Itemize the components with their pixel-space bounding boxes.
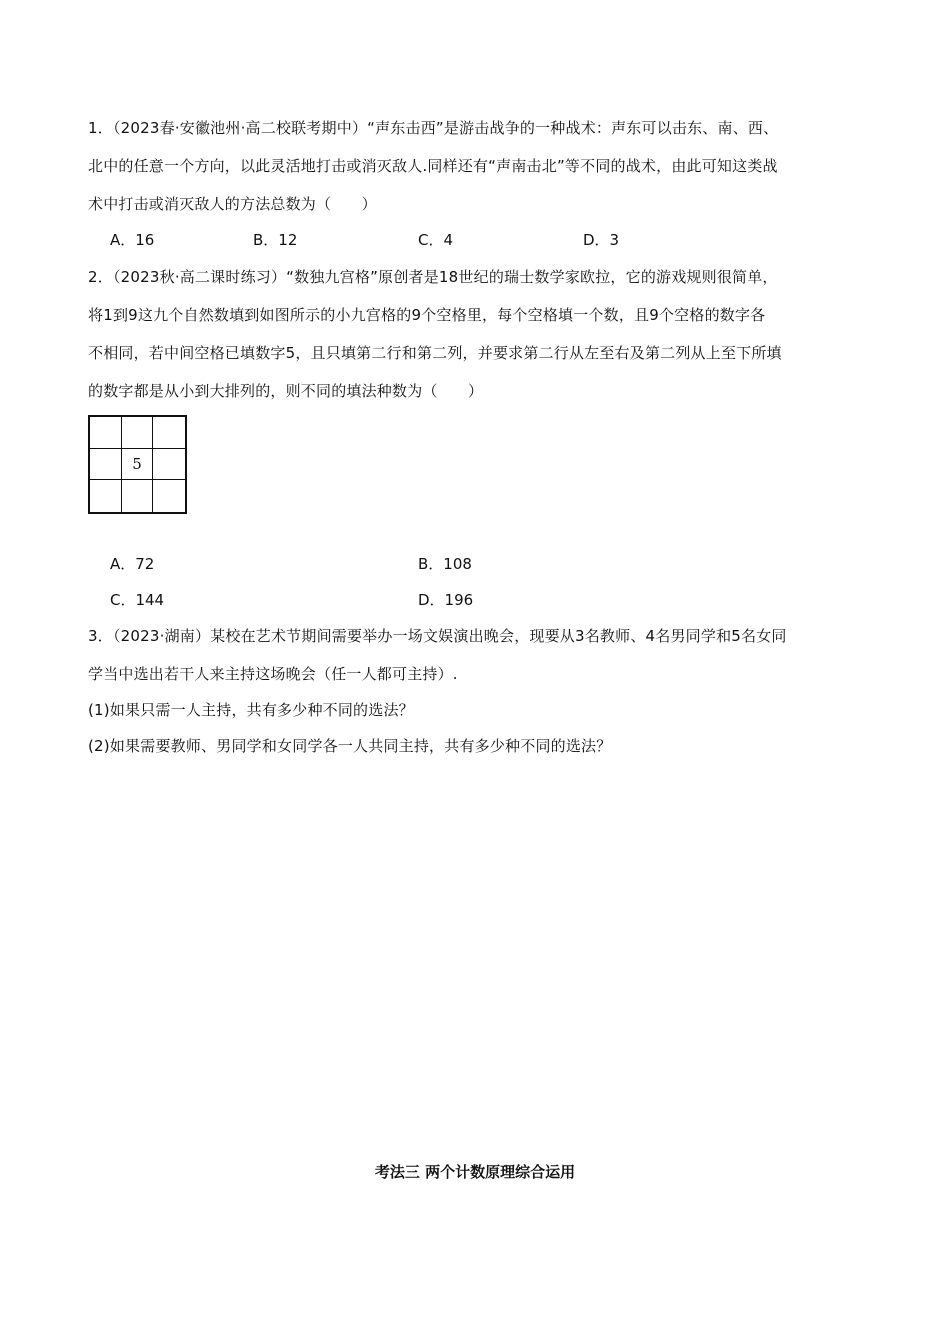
- grid-cell: [90, 449, 122, 481]
- grid-cell: [90, 480, 122, 512]
- q1-line-2: 北中的任意一个方向，以此灵活地打击或消灭敌人.同样还有“声南击北”等不同的战术，由此可知这类战: [88, 157, 778, 175]
- q1-option-d: D．3: [583, 231, 620, 249]
- q3-line-2: 学当中选出若干人来主持这场晚会（任一人都可主持）.: [88, 665, 458, 683]
- q1-option-a: A．16: [110, 231, 155, 249]
- q1-option-b: B．12: [253, 231, 298, 249]
- q2-option-a: A．72: [110, 555, 155, 573]
- q1-line-1: 1．（2023春·安徽池州·高二校联考期中）“声东击西”是游击战争的一种战术：声东可以击东、南、西、: [88, 119, 779, 137]
- grid-cell: [122, 480, 154, 512]
- q2-line-1: 2．（2023秋·高二课时练习）“数独九宫格”原创者是18世纪的瑞士数学家欧拉，它的游戏规则很简单，: [88, 268, 778, 286]
- q1-option-c: C．4: [418, 231, 454, 249]
- grid-cell: [122, 417, 154, 449]
- grid-cell: [153, 480, 185, 512]
- q2-line-4: 的数字都是从小到大排列的，则不同的填法种数为（ ）: [88, 382, 484, 400]
- q3-subquestion-2: (2)如果需要教师、男同学和女同学各一人共同主持，共有多少种不同的选法？: [88, 737, 612, 755]
- q2-option-d: D．196: [418, 591, 474, 609]
- grid-cell: [153, 449, 185, 481]
- grid-cell: [90, 417, 122, 449]
- grid-cell: [153, 417, 185, 449]
- q1-line-3: 术中打击或消灭敌人的方法总数为（ ）: [88, 195, 377, 213]
- q2-option-c: C．144: [110, 591, 165, 609]
- sudoku-grid-figure: [88, 415, 187, 514]
- q2-line-2: 将1到9这九个自然数填到如图所示的小九宫格的9个空格里，每个空格填一个数，且9个空格的数字各: [88, 306, 766, 324]
- q3-line-1: 3．（2023·湖南）某校在艺术节期间需要举办一场文娱演出晚会，现要从3名教师、4名男同学和5名女同: [88, 627, 787, 645]
- section-title: 考法三 两个计数原理综合运用: [374, 1163, 576, 1181]
- q2-line-3: 不相同，若中间空格已填数字5，且只填第二行和第二列，并要求第二行从左至右及第二列从上至下所填: [88, 344, 782, 362]
- q3-subquestion-1: (1)如果只需一人主持，共有多少种不同的选法？: [88, 701, 414, 719]
- q2-option-b: B．108: [418, 555, 472, 573]
- grid-center-cell: 5: [122, 449, 154, 481]
